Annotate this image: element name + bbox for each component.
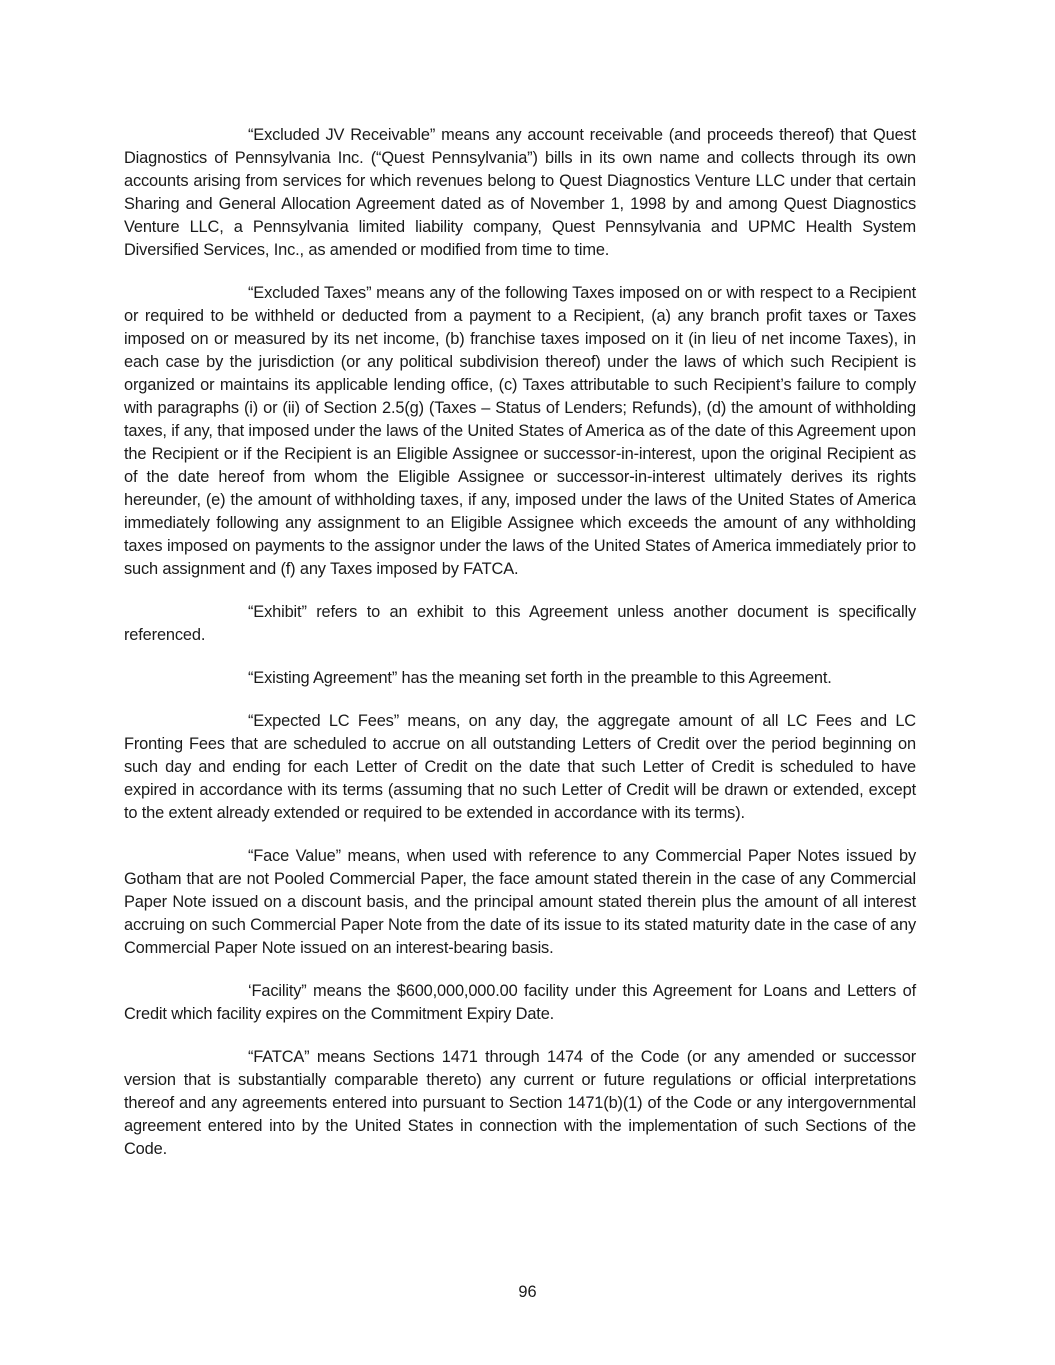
definition-existing-agreement: “Existing Agreement” has the meaning set forth in the preamble to this Agreement. <box>248 669 832 687</box>
definition-excluded-taxes: “Excluded Taxes” means any of the following Taxes imposed on or with respect to a Recipient or required to be withheld or deducted from a payment to a Recipient, (a) any branch profit taxes or Taxes imposed on or measured by its net income, (b) franchise taxes imposed on it (in lieu of net income Taxes), in each case by the jurisdiction (or any political subdivision thereof) under the laws of which such Recipient is organized or maintains its applicable lending office, (c) Taxes attributable to such Recipient’s failure to comply with paragraphs (i) or (ii) of Section 2.5(g) (Taxes – Status of Lenders; Refunds), (d) the amount of withholding taxes, if any, that imposed under the laws of the United States of America as of the date of this Agreement upon the Recipient or if the Recipient is an Eligible Assignee or successor-in-interest, upon the original Recipient as of the date hereof from whom the Eligible Assignee or successor-in-interest ultimately derives its rights hereunder, (e) the amount of withholding taxes, if any, imposed under the laws of the United States of America immediately following any assignment to an Eligible Assignee which exceeds the amount of any withholding taxes imposed on payments to the assignor under the laws of the United States of America immediately prior to such assignment and (f) any Taxes imposed by FATCA. <box>124 284 916 578</box>
definition-face-value: “Face Value” means, when used with reference to any Commercial Paper Notes issued by Gotham that are not Pooled Commercial Paper, the face amount stated therein in the case of any Commercial Paper Note issued on a discount basis, and the principal amount stated therein plus the amount of all interest accruing on such Commercial Paper Note from the date of its issue to its stated maturity date in the case of any Commercial Paper Note issued on an interest-bearing basis. <box>124 847 916 957</box>
definition-facility: ‘Facility” means the $600,000,000.00 facility under this Agreement for Loans and Letters of Credit which facility expires on the Commitment Expiry Date. <box>124 982 916 1023</box>
page-number: 96 <box>518 1283 537 1301</box>
definition-expected-lc-fees: “Expected LC Fees” means, on any day, the aggregate amount of all LC Fees and LC Fronting Fees that are scheduled to accrue on all outstanding Letters of Credit over the period beginning on such day and ending for each Letter of Credit on the date that such Letter of Credit is scheduled to have expired in accordance with its terms (assuming that no such Letter of Credit will be drawn or extended, except to the extent already extended or required to be extended in accordance with its terms). <box>124 712 916 822</box>
definition-exhibit: “Exhibit” refers to an exhibit to this Agreement unless another document is specifically referenced. <box>124 603 916 644</box>
document-body <box>124 124 916 1181</box>
definition-excluded-jv-receivable: “Excluded JV Receivable” means any account receivable (and proceeds thereof) that Quest Diagnostics of Pennsylvania Inc. (“Quest Pennsylvania”) bills in its own name and collects through its own accounts arising from services for which revenues belong to Quest Diagnostics Venture LLC under that certain Sharing and General Allocation Agreement dated as of November 1, 1998 by and among Quest Diagnostics Venture LLC, a Pennsylvania limited liability company, Quest Pennsylvania and UPMC Health System Diversified Services, Inc., as amended or modified from time to time. <box>124 126 916 259</box>
definition-fatca: “FATCA” means Sections 1471 through 1474 of the Code (or any amended or successor version that is substantially comparable thereto) any current or future regulations or official interpretations thereof and any agreements entered into pursuant to Section 1471(b)(1) of the Code or any intergovernmental agreement entered into by the United States in connection with the implementation of such Sections of the Code. <box>124 1048 916 1158</box>
